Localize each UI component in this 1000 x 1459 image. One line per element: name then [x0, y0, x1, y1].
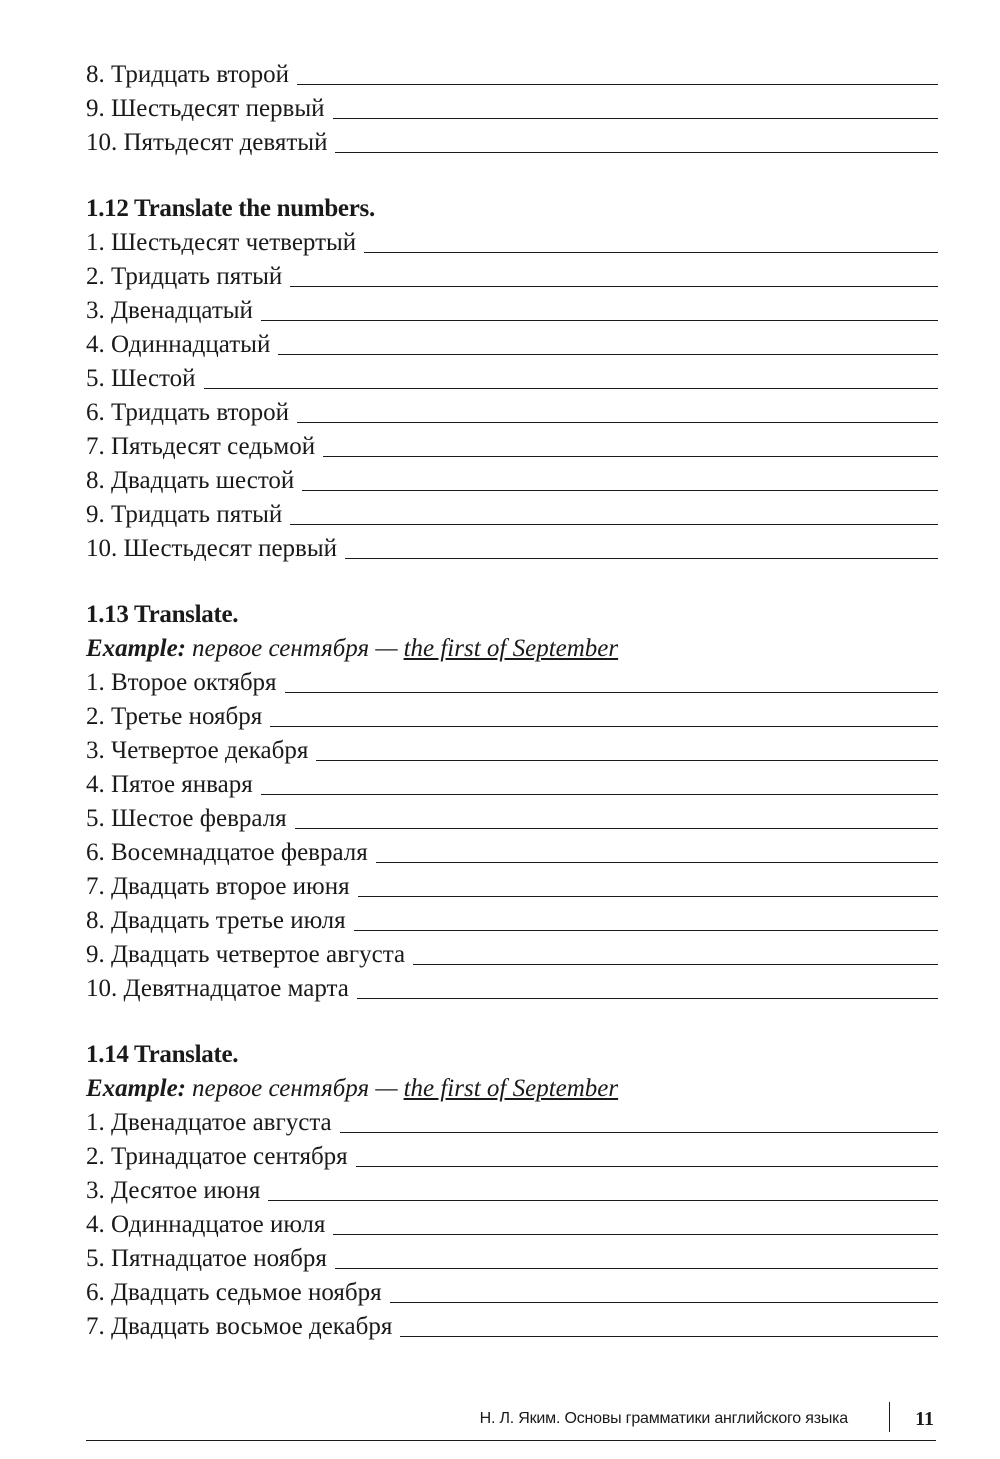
- item-text: 2. Тринадцатое сентября: [86, 1143, 348, 1170]
- list-item: [86, 664, 938, 698]
- item-text: 9. Шестьдесят первый: [86, 95, 325, 122]
- exercise-1-14: [86, 1036, 938, 1342]
- item-text: 4. Пятое января: [86, 771, 253, 798]
- list-item: [86, 56, 938, 90]
- section-gap: [86, 564, 938, 596]
- list-item: [86, 496, 938, 530]
- list-item: [86, 462, 938, 496]
- example-text: первое сентября —: [192, 635, 398, 662]
- answer-blank[interactable]: [357, 998, 938, 999]
- list-item: [86, 1274, 938, 1308]
- item-text: 10. Пятьдесят девятый: [86, 129, 328, 156]
- item-text: 10. Девятнадцатое марта: [86, 975, 349, 1002]
- answer-blank[interactable]: [345, 558, 938, 559]
- answer-blank[interactable]: [323, 456, 938, 457]
- exercise-1-12: [86, 190, 938, 564]
- list-item: [86, 1206, 938, 1240]
- item-text: 6. Тридцать второй: [86, 399, 289, 426]
- list-item: [86, 1172, 938, 1206]
- answer-blank[interactable]: [204, 388, 938, 389]
- answer-blank[interactable]: [335, 152, 938, 153]
- item-text: 3. Четвертое декабря: [86, 737, 309, 764]
- footer-text: Н. Л. Яким. Основы грамматики английского языка: [479, 1410, 848, 1427]
- list-item: [86, 360, 938, 394]
- item-text: 9. Двадцать четвертое августа: [86, 941, 406, 968]
- list-item: [86, 258, 938, 292]
- list-item: [86, 124, 938, 158]
- example-line: [86, 630, 938, 664]
- answer-blank[interactable]: [261, 794, 938, 795]
- answer-blank[interactable]: [333, 118, 938, 119]
- answer-blank[interactable]: [335, 1268, 938, 1269]
- list-item: [86, 698, 938, 732]
- example-label: Example:: [86, 635, 186, 662]
- list-item: [86, 1104, 938, 1138]
- answer-blank[interactable]: [261, 320, 938, 321]
- top-items: [86, 56, 938, 158]
- list-item: [86, 1138, 938, 1172]
- answer-blank[interactable]: [295, 828, 938, 829]
- example-line: [86, 1070, 938, 1104]
- list-item: [86, 530, 938, 564]
- list-item: [86, 1240, 938, 1274]
- list-item: [86, 394, 938, 428]
- section-gap: [86, 158, 938, 190]
- answer-blank[interactable]: [270, 726, 938, 727]
- item-text: 3. Десятое июня: [86, 1177, 261, 1204]
- answer-blank[interactable]: [364, 252, 938, 253]
- item-text: 8. Тридцать второй: [86, 61, 289, 88]
- item-text: 5. Шестое февраля: [86, 805, 287, 832]
- answer-blank[interactable]: [356, 1166, 938, 1167]
- list-item: [86, 326, 938, 360]
- item-text: 7. Двадцать восьмое декабря: [86, 1313, 393, 1340]
- list-item: [86, 90, 938, 124]
- item-text: 8. Двадцать третье июля: [86, 907, 346, 934]
- page-number: 11: [915, 1408, 934, 1430]
- answer-blank[interactable]: [376, 862, 938, 863]
- list-item: [86, 224, 938, 258]
- item-text: 7. Пятьдесят седьмой: [86, 433, 316, 460]
- item-text: 6. Двадцать седьмое ноября: [86, 1279, 382, 1306]
- item-text: 2. Тридцать пятый: [86, 263, 283, 290]
- answer-blank[interactable]: [290, 286, 938, 287]
- list-item: [86, 936, 938, 970]
- list-item: [86, 970, 938, 1004]
- exercise-heading: 1.12 Translate the numbers.: [86, 195, 375, 222]
- section-gap: [86, 1004, 938, 1036]
- answer-blank[interactable]: [285, 692, 938, 693]
- item-text: 5. Пятнадцатое ноября: [86, 1245, 327, 1272]
- page-footer: [86, 1400, 936, 1441]
- list-item: [86, 868, 938, 902]
- item-text: 5. Шестой: [86, 365, 196, 392]
- item-text: 1. Второе октября: [86, 669, 277, 696]
- exercise-heading: 1.14 Translate.: [86, 1041, 239, 1068]
- item-text: 10. Шестьдесят первый: [86, 535, 338, 562]
- exercise-heading: 1.13 Translate.: [86, 601, 239, 628]
- footer-separator: [889, 1402, 890, 1432]
- answer-blank[interactable]: [290, 524, 938, 525]
- item-text: 4. Одиннадцатый: [86, 331, 271, 358]
- example-text: первое сентября —: [192, 1075, 398, 1102]
- answer-blank[interactable]: [278, 354, 938, 355]
- answer-blank[interactable]: [340, 1132, 938, 1133]
- worksheet-content: [86, 56, 938, 1342]
- answer-blank[interactable]: [268, 1200, 938, 1201]
- answer-blank[interactable]: [333, 1234, 938, 1235]
- list-item: [86, 800, 938, 834]
- list-item: [86, 1308, 938, 1342]
- answer-blank[interactable]: [297, 84, 938, 85]
- item-text: 1. Шестьдесят четвертый: [86, 229, 357, 256]
- list-item: [86, 732, 938, 766]
- list-item: [86, 766, 938, 800]
- exercise-1-13: [86, 596, 938, 1004]
- example-answer: the first of September: [403, 1075, 619, 1102]
- item-text: 4. Одиннадцатое июля: [86, 1211, 326, 1238]
- answer-blank[interactable]: [316, 760, 938, 761]
- answer-blank[interactable]: [390, 1302, 938, 1303]
- list-item: [86, 902, 938, 936]
- list-item: [86, 292, 938, 326]
- item-text: 9. Тридцать пятый: [86, 501, 283, 528]
- item-text: 1. Двенадцатое августа: [86, 1109, 332, 1136]
- item-text: 8. Двадцать шестой: [86, 467, 295, 494]
- answer-blank[interactable]: [400, 1336, 938, 1337]
- answer-blank[interactable]: [358, 896, 938, 897]
- example-label: Example:: [86, 1075, 186, 1102]
- answer-blank[interactable]: [413, 964, 938, 965]
- item-text: 6. Восемнадцатое февраля: [86, 839, 368, 866]
- list-item: [86, 428, 938, 462]
- example-answer: the first of September: [403, 635, 619, 662]
- answer-blank[interactable]: [302, 490, 938, 491]
- item-text: 3. Двенадцатый: [86, 297, 253, 324]
- item-text: 7. Двадцать второе июня: [86, 873, 350, 900]
- item-text: 2. Третье ноября: [86, 703, 263, 730]
- answer-blank[interactable]: [354, 930, 938, 931]
- answer-blank[interactable]: [297, 422, 938, 423]
- list-item: [86, 834, 938, 868]
